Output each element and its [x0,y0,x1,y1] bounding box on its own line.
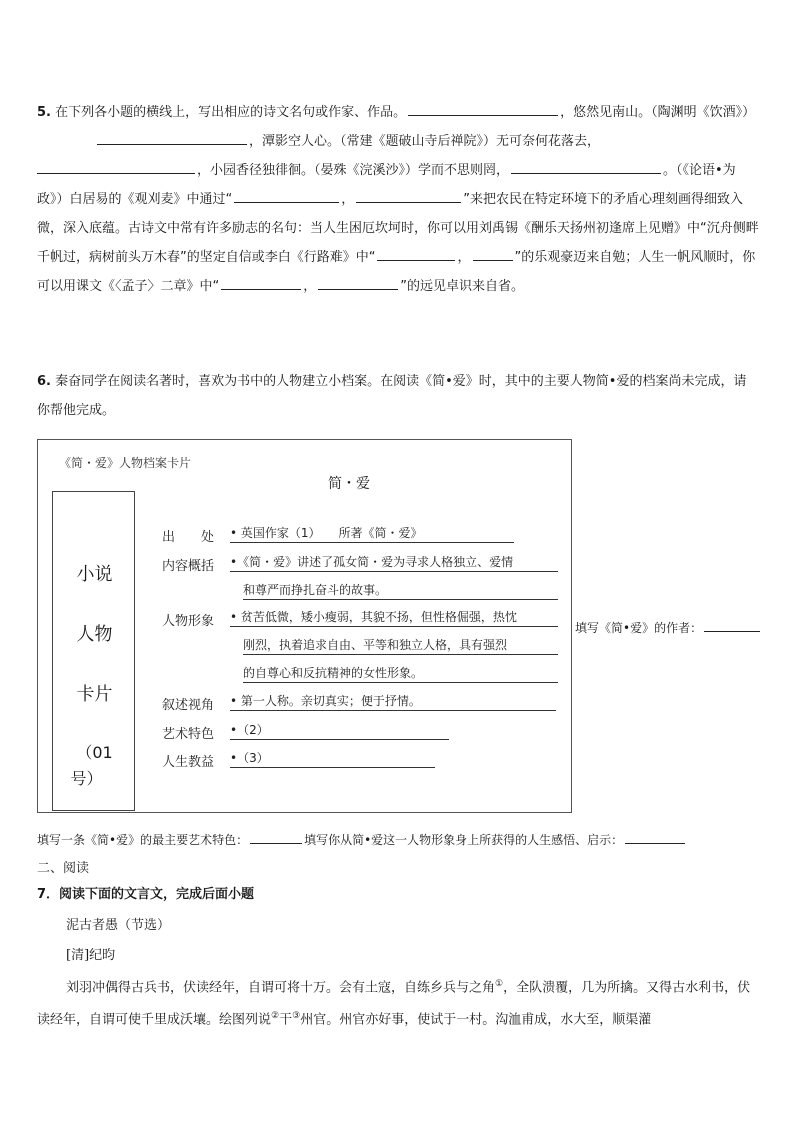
question-7 [37,883,254,902]
q5-blank-5[interactable] [234,188,339,203]
question-5-number: 5. [37,105,51,120]
left-box-line-5: 号） [70,769,103,788]
q5-text-11: ， [303,279,317,294]
classical-passage [37,970,759,1035]
question-5 [37,98,759,301]
lesson-prompt-text: 填写你从简•爱这一人物形象身上所获得的人生感悟、启示： [304,833,624,847]
row-summary-line-2: 和尊严而挣扎奋斗的故事。 [243,581,558,600]
passage-part-2: ，全队溃覆，几为所擒。又得古水利书，伏读经年，自谓可使千里成沃壤。绘图列说 [37,980,751,1028]
left-box-line-4: （01 [76,743,113,762]
author-blank[interactable] [704,617,760,632]
row-label-source: 出 处 [162,530,215,545]
footnote-3: ③ [292,1011,301,1022]
q6-text: 秦奋同学在阅读名著时，喜欢为书中的人物建立小档案。在阅读《简•爱》时，其中的主要人物简•爱的档案尚未完成，请你帮他完成。 [37,374,747,418]
q5-blank-8[interactable] [473,246,513,261]
q5-text-12: ”的远见卓识来自省。 [400,279,525,294]
row-label-lesson: 人生教益 [162,755,215,770]
q5-blank-6[interactable] [356,188,461,203]
passage-title: 泥古者愚（节选） [66,918,171,933]
row-perspective-line-1: • 第一人称。亲切真实；便于抒情。 [230,692,556,711]
q5-text-2: ，悠然见南山。（陶渊明《饮酒》） [560,105,756,120]
card-title: 《简・爱》人物档案卡片 [59,456,192,470]
left-box-line-1: 小说 [76,564,113,585]
passage-part-4: 州官。州官亦好事，使试于一村。沟洫甫成，水大至，顺渠灌 [300,1012,652,1028]
row-label-summary: 内容概括 [162,559,215,574]
q5-blank-9[interactable] [221,275,301,290]
q5-blank-2[interactable] [97,130,247,145]
q5-blank-10[interactable] [318,275,398,290]
lesson-blank[interactable] [625,829,685,844]
question-7-number: 7． [37,887,60,902]
author-prompt-text: 填写《简•爱》的作者： [575,621,703,635]
row-label-image: 人物形象 [162,614,215,629]
card-left-box [52,491,135,811]
q5-text-5: 。（《论语•为政》）白居易的《观刈麦》中通过“ [37,163,736,207]
q5-text-9: ， [457,250,471,265]
row-image-line-3: 的自尊心和反抗精神的女性形象。 [243,664,558,683]
passage-part-3: 干 [279,1012,293,1028]
row-label-perspective: 叙述视角 [162,698,215,713]
row-image-line-1: • 贫苦低微，矮小瘦弱，其貌不扬，但性格倔强，热忱 [230,608,558,627]
row-label-art: 艺术特色 [162,727,215,742]
q5-text-6: ， [341,192,355,207]
q5-blank-1[interactable] [408,101,558,116]
left-box-line-2: 人物 [76,624,113,645]
q7-text: 阅读下面的文言文，完成后面小题 [59,887,255,902]
q5-text-3: ，潭影空人心。（常建《题破山寺后禅院》）无可奈何花落去， [249,134,601,149]
author-prompt [575,617,762,636]
passage-part-1: 刘羽冲偶得古兵书，伏读经年，自谓可将十万。会有土寇，自练乡兵与之角 [66,980,496,996]
q5-text-7: ”来把农民在特定环境下的矛盾心理刻画得细致入微，深入底蕴。 [37,192,744,236]
q5-text-4: ，小园香径独徘徊。（晏殊《浣溪沙》）学而不思则罔， [197,163,510,178]
row-source-line-1: • 英国作家（1） 所著《简・爱》 [230,524,514,543]
row-summary-line-1: •《简・爱》讲述了孤女简・爱为寻求人格独立、爱情 [230,553,558,572]
art-blank[interactable] [250,829,302,844]
passage-author: [清]纪昀 [66,948,116,963]
card-footer-prompts [37,829,759,848]
character-card [37,439,572,813]
question-6 [37,367,759,425]
card-name: 简・爱 [328,476,370,492]
q5-text-1: 在下列各小题的横线上，写出相应的诗文名句或作家、作品。 [55,105,407,120]
section-2-heading: 二、阅读 [37,861,90,876]
footnote-1: ① [495,979,504,989]
q5-text-8: 古诗文中常有许多励志的名句：当人生困厄坎坷时，你可以用刘禹锡《酬乐天扬州初逢席上见赠》中“沉舟侧畔千帆过，病树前头万木春”的坚定自信或李白《行路难》中“ [37,221,759,265]
footnote-2: ② [271,1011,280,1022]
row-art-line-1: •（2） [230,721,449,740]
art-prompt-text: 填写一条《简•爱》的最主要艺术特色： [37,833,249,847]
q5-text-10: ”的乐观豪迈来自勉；人生一帆风顺时，你可以用课文《〈孟子〉二章》中“ [37,250,756,294]
row-lesson-line-1: •（3） [230,749,435,768]
left-box-line-3: 卡片 [76,684,113,705]
q5-blank-7[interactable] [377,246,455,261]
row-image-line-2: 刚烈，执着追求自由、平等和独立人格，具有强烈 [243,636,558,655]
q5-blank-3[interactable] [37,159,195,174]
q5-blank-4[interactable] [511,159,661,174]
question-6-number: 6. [37,374,51,389]
